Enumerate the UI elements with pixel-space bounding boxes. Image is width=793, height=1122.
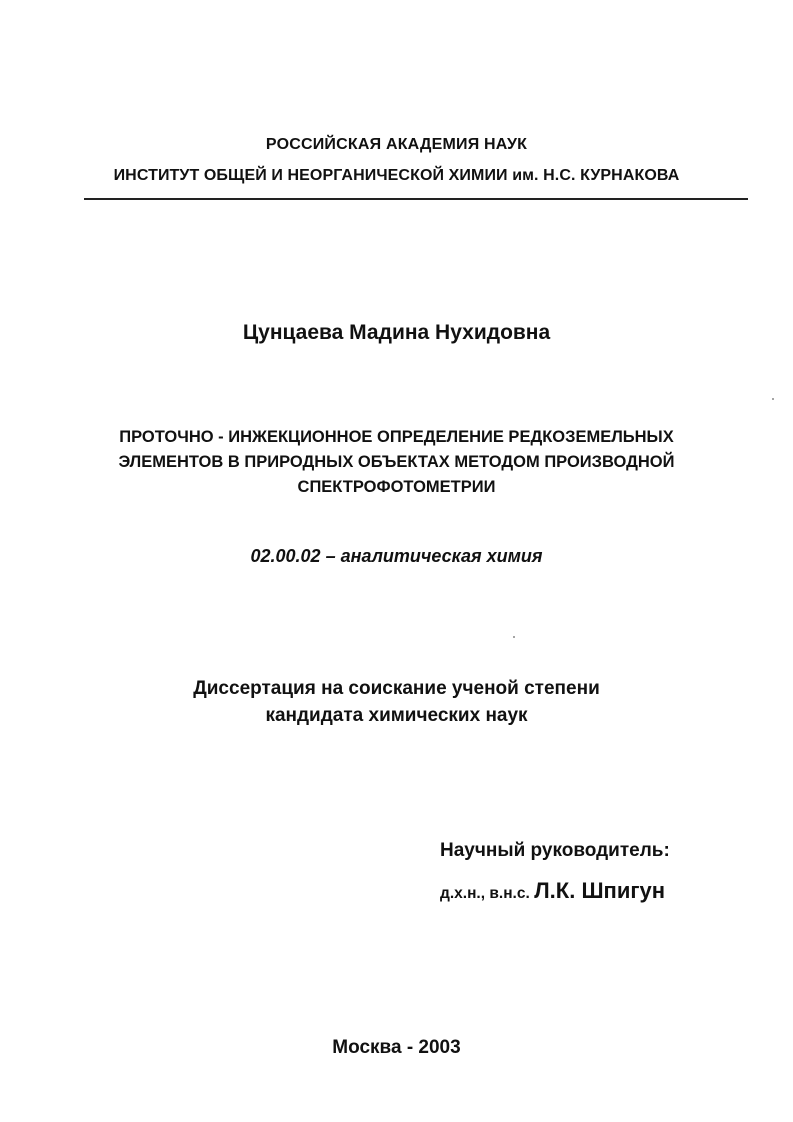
author-name: Цунцаева Мадина Нухидовна (242, 321, 551, 344)
supervisor-degree: д.х.н., в.н.с. (440, 885, 530, 902)
dissertation-title-line-1: ПРОТОЧНО - ИНЖЕКЦИОННОЕ ОПРЕДЕЛЕНИЕ РЕДКОЗЕМЕЛЬНЫХ (119, 428, 674, 446)
dissertation-title-line-2: ЭЛЕМЕНТОВ В ПРИРОДНЫХ ОБЪЕКТАХ МЕТОДОМ ПРОИЗВОДНОЙ (118, 453, 675, 471)
institute-name: ИНСТИТУТ ОБЩЕЙ И НЕОРГАНИЧЕСКОЙ ХИМИИ им. Н.С. КУРНАКОВА (113, 167, 680, 184)
city-year: Москва - 2003 (332, 1037, 461, 1058)
supervisor-label: Научный руководитель: (440, 840, 670, 861)
supervisor-line (440, 878, 665, 904)
scan-speck (772, 398, 774, 400)
academy-name: РОССИЙСКАЯ АКАДЕМИЯ НАУК (265, 136, 528, 153)
dissertation-title-line-3: СПЕКТРОФОТОМЕТРИИ (297, 478, 496, 496)
header-divider (84, 198, 748, 200)
scan-speck (513, 636, 515, 638)
degree-statement-line-1: Диссертация на соискание ученой степени (193, 678, 600, 699)
supervisor-name: Л.К. Шпигун (534, 878, 666, 903)
degree-statement-line-2: кандидата химических наук (265, 705, 528, 726)
specialty-code: 02.00.02 – аналитическая химия (250, 546, 543, 566)
